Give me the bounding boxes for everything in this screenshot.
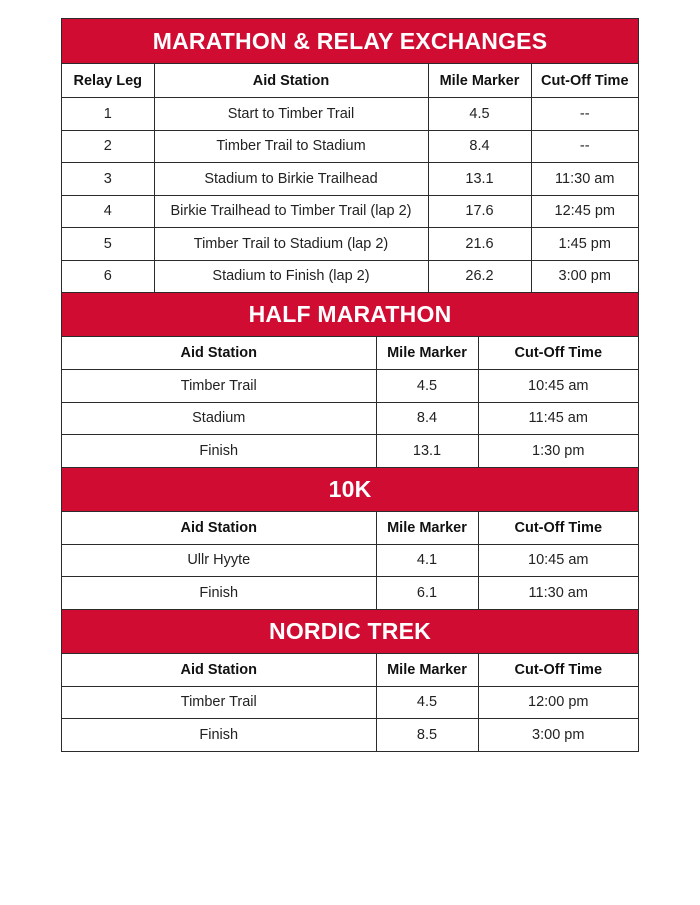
cutoff-time-cell: 3:00 pm: [558, 268, 611, 285]
cutoff-schedule-sheet: [61, 18, 639, 752]
column-header-mile-marker: Mile Marker: [376, 337, 478, 370]
mile-marker-cell: 4.5: [376, 370, 478, 403]
aid-station-cell: Stadium to Birkie Trailhead: [154, 163, 428, 196]
aid-station-cell: Timber Trail to Stadium: [154, 130, 428, 163]
column-header-cutoff-time: Cut-Off Time: [531, 64, 638, 98]
table-row: [62, 370, 638, 403]
table-row: [62, 544, 638, 577]
column-header-cutoff-time: Cut-Off Time: [478, 654, 638, 687]
column-header-mile-marker: Mile Marker: [376, 512, 478, 545]
table-header-row: [62, 512, 638, 545]
nordic-trek-table: [62, 654, 638, 751]
aid-station-cell: Finish: [62, 577, 376, 609]
cutoff-time-cell: --: [531, 130, 638, 163]
mile-marker-cell: 21.6: [428, 228, 531, 261]
mile-marker-cell: 4.1: [376, 544, 478, 577]
nordic-trek-section: [61, 609, 639, 752]
cutoff-time-cell: 10:45 am: [478, 370, 638, 403]
relay-leg-cell: 2: [62, 130, 154, 163]
relay-leg-cell: 1: [62, 98, 154, 131]
cutoff-time-cell: 12:45 pm: [531, 195, 638, 228]
relay-leg-cell: 4: [62, 195, 154, 228]
relay-leg-cell: 6: [62, 260, 154, 292]
table-header-row: [62, 64, 638, 98]
column-header-aid-station: Aid Station: [62, 512, 376, 545]
column-header-cutoff-time: Cut-Off Time: [478, 337, 638, 370]
relay-leg-cell: 3: [62, 163, 154, 196]
mile-marker-cell: 17.6: [428, 195, 531, 228]
marathon-relay-section: [61, 18, 639, 292]
cutoff-time-cell: 12:00 pm: [478, 686, 638, 719]
mile-marker-cell: 4.5: [376, 686, 478, 719]
relay-leg-cell: 5: [62, 228, 154, 261]
cutoff-time-cell: 11:30 am: [531, 163, 638, 196]
marathon-relay-table: [62, 64, 638, 292]
mile-marker-cell: 26.2: [428, 260, 531, 292]
table-header-row: [62, 337, 638, 370]
nordic-trek-title: NORDIC TREK: [62, 610, 638, 654]
mile-marker-cell: 6.1: [376, 577, 478, 609]
table-row: [62, 719, 638, 751]
marathon-relay-title: MARATHON & RELAY EXCHANGES: [62, 19, 638, 64]
cutoff-time-cell: 1:30 pm: [532, 442, 585, 459]
cutoff-time-cell: 3:00 pm: [532, 726, 585, 743]
aid-station-cell: Ullr Hyyte: [62, 544, 376, 577]
table-header-row: [62, 654, 638, 687]
aid-station-cell: Birkie Trailhead to Timber Trail (lap 2): [154, 195, 428, 228]
cutoff-time-cell: 10:45 am: [478, 544, 638, 577]
table-row: [62, 577, 638, 609]
cutoff-time-cell: 11:30 am: [528, 584, 588, 601]
half-marathon-section: [61, 292, 639, 467]
table-row: [62, 402, 638, 435]
aid-station-cell: Finish: [62, 435, 376, 467]
table-row: [62, 163, 638, 196]
table-row: [62, 130, 638, 163]
table-row: [62, 260, 638, 292]
mile-marker-cell: 8.5: [376, 719, 478, 751]
aid-station-cell: Stadium to Finish (lap 2): [154, 260, 428, 292]
aid-station-cell: Timber Trail: [62, 370, 376, 403]
column-header-aid-station: Aid Station: [62, 654, 376, 687]
mile-marker-cell: 13.1: [376, 435, 478, 467]
table-row: [62, 195, 638, 228]
10k-table: [62, 512, 638, 609]
aid-station-cell: Start to Timber Trail: [154, 98, 428, 131]
mile-marker-cell: 8.4: [428, 130, 531, 163]
mile-marker-cell: 13.1: [428, 163, 531, 196]
aid-station-cell: Stadium: [62, 402, 376, 435]
aid-station-cell: Finish: [62, 719, 376, 751]
mile-marker-cell: 8.4: [376, 402, 478, 435]
10k-title: 10K: [62, 468, 638, 512]
cutoff-time-cell: 11:45 am: [478, 402, 638, 435]
aid-station-cell: Timber Trail: [62, 686, 376, 719]
table-row: [62, 435, 638, 467]
aid-station-cell: Timber Trail to Stadium (lap 2): [154, 228, 428, 261]
half-marathon-table: [62, 337, 638, 467]
table-row: [62, 228, 638, 261]
column-header-mile-marker: Mile Marker: [428, 64, 531, 98]
mile-marker-cell: 4.5: [428, 98, 531, 131]
table-row: [62, 686, 638, 719]
column-header-aid-station: Aid Station: [154, 64, 428, 98]
cutoff-time-cell: --: [531, 98, 638, 131]
column-header-cutoff-time: Cut-Off Time: [478, 512, 638, 545]
column-header-aid-station: Aid Station: [62, 337, 376, 370]
10k-section: [61, 467, 639, 609]
column-header-relay-leg: Relay Leg: [62, 64, 154, 98]
column-header-mile-marker: Mile Marker: [376, 654, 478, 687]
half-marathon-title: HALF MARATHON: [62, 293, 638, 337]
table-row: [62, 98, 638, 131]
cutoff-time-cell: 1:45 pm: [531, 228, 638, 261]
